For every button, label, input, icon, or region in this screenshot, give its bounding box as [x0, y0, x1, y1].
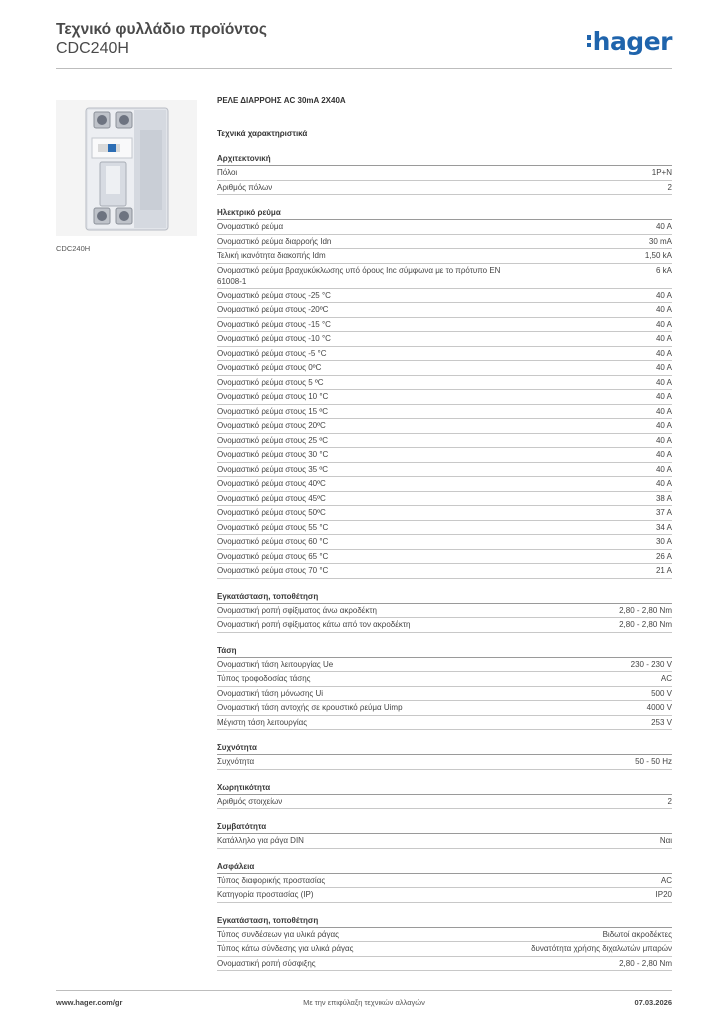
spec-value: 40 A: [655, 290, 672, 300]
spec-value: 2: [667, 796, 672, 806]
spec-value: 4000 V: [646, 703, 672, 712]
spec-row: [217, 604, 672, 619]
spec-group: [217, 915, 672, 972]
spec-row: [217, 249, 672, 264]
spec-label: Τύπος κάτω σύνδεσης για υλικά ράγας: [217, 944, 354, 953]
footer-url-link[interactable]: www.hager.com/gr: [56, 998, 123, 1007]
spec-group: [217, 591, 672, 633]
spec-label: Ονομαστική τάση αντοχής σε κρουστικό ρεύμα Uimp: [217, 703, 403, 712]
spec-label: Τύπος συνδέσεων για υλικά ράγας: [217, 929, 339, 939]
spec-value: 253 V: [651, 717, 672, 727]
spec-value: 40 A: [655, 363, 672, 372]
spec-row: [217, 658, 672, 673]
spec-value: 37 A: [655, 508, 672, 517]
header-divider: [56, 68, 672, 69]
spec-row: [217, 235, 672, 250]
spec-group-title: Τάση: [217, 645, 672, 658]
spec-row: [217, 755, 672, 770]
spec-group: [217, 207, 672, 579]
spec-label: Τελική ικανότητα διακοπής Idm: [217, 251, 326, 260]
spec-value: Βιδωτοί ακροδέκτες: [602, 929, 672, 939]
footer-note: Με την επιφύλαξη τεχνικών αλλαγών: [303, 998, 425, 1007]
spec-row: [217, 477, 672, 492]
spec-row: [217, 672, 672, 687]
spec-row: [217, 834, 672, 849]
spec-group: [217, 821, 672, 849]
logo-text: hager: [592, 27, 672, 56]
spec-row: [217, 220, 672, 235]
spec-value: AC: [660, 875, 672, 885]
spec-row: [217, 166, 672, 181]
spec-group: [217, 153, 672, 195]
spec-label: Ονομαστικό ρεύμα στους 10 °C: [217, 392, 329, 401]
spec-row: [217, 303, 672, 318]
spec-row: [217, 888, 672, 903]
spec-value: 40 A: [655, 464, 672, 474]
spec-row: [217, 521, 672, 536]
spec-value: 34 A: [655, 522, 672, 532]
spec-value: δυνατότητα χρήσης διχαλωτών μπαρών: [531, 944, 672, 953]
spec-label: Ονομαστικό ρεύμα στους 20ºC: [217, 421, 326, 430]
spec-row: [217, 419, 672, 434]
product-image-caption: CDC240H: [56, 244, 91, 253]
spec-value: 2: [667, 182, 672, 192]
spec-row: [217, 535, 672, 550]
logo-dots-icon: [587, 32, 592, 50]
spec-value: 26 A: [655, 551, 672, 561]
spec-group-title: Συμβατότητα: [217, 821, 672, 834]
spec-group: [217, 742, 672, 770]
spec-label: Κατηγορία προστασίας (IP): [217, 890, 314, 899]
spec-label: Ονομαστικό ρεύμα στους -20ºC: [217, 305, 329, 314]
spec-value: 21 A: [655, 566, 672, 575]
spec-label: Ονομαστικό ρεύμα στους 40ºC: [217, 479, 326, 488]
rcd-device-icon: [56, 100, 197, 236]
spec-label: Ονομαστικό ρεύμα στους -15 °C: [217, 319, 331, 329]
spec-group: [217, 782, 672, 810]
spec-row: [217, 928, 672, 943]
spec-row: [217, 564, 672, 579]
spec-label: Ονομαστικό ρεύμα στους 0ºC: [217, 363, 322, 372]
spec-value: 40 A: [655, 222, 672, 231]
page-title: Τεχνικό φυλλάδιο προϊόντος: [56, 21, 267, 38]
spec-group-title: Ασφάλεια: [217, 861, 672, 874]
spec-row: [217, 361, 672, 376]
spec-label: Ονομαστικό ρεύμα στους -10 °C: [217, 334, 331, 343]
spec-group-title: Αρχιτεκτονική: [217, 153, 672, 166]
spec-value: 40 A: [655, 406, 672, 416]
product-image: [56, 100, 197, 236]
spec-value: 2,80 - 2,80 Nm: [619, 958, 672, 968]
spec-row: [217, 376, 672, 391]
spec-value: 2,80 - 2,80 Nm: [619, 605, 672, 615]
spec-row: [217, 492, 672, 507]
spec-row: [217, 181, 672, 196]
spec-label: Ονομαστικό ρεύμα στους 25 ºC: [217, 435, 329, 445]
spec-label: Ονομαστικό ρεύμα στους 70 °C: [217, 566, 329, 575]
spec-value: 40 A: [655, 348, 672, 358]
spec-row: [217, 795, 672, 810]
spec-row: [217, 506, 672, 521]
spec-group: [217, 645, 672, 731]
section-title: Τεχνικά χαρακτηριστικά: [217, 129, 308, 138]
spec-row: [217, 716, 672, 731]
spec-value: 30 mA: [648, 236, 672, 246]
spec-row: [217, 448, 672, 463]
spec-value: 40 A: [655, 421, 672, 430]
spec-group-title: Συχνότητα: [217, 742, 672, 755]
spec-row: [217, 264, 672, 289]
brand-logo[interactable]: [587, 27, 672, 56]
spec-groups: [217, 153, 672, 971]
spec-row: [217, 463, 672, 478]
footer-date: 07.03.2026: [634, 998, 672, 1007]
spec-value: 38 A: [655, 493, 672, 503]
spec-label: Ονομαστικό ρεύμα στους 5 ºC: [217, 377, 324, 387]
spec-group-title: Χωρητικότητα: [217, 782, 672, 795]
spec-label: Ονομαστικό ρεύμα στους 60 °C: [217, 537, 329, 546]
spec-row: [217, 434, 672, 449]
spec-row: [217, 618, 672, 633]
spec-value: 40 A: [655, 392, 672, 401]
spec-label: Ονομαστικό ρεύμα στους 30 °C: [217, 450, 329, 459]
spec-row: [217, 550, 672, 565]
spec-label: Ονομαστικό ρεύμα στους 35 ºC: [217, 464, 329, 474]
spec-value: 1,50 kA: [644, 251, 672, 260]
spec-value: 40 A: [655, 435, 672, 445]
spec-label: Ονομαστικό ρεύμα στους 45ºC: [217, 493, 326, 503]
spec-value: AC: [660, 674, 672, 683]
page-header: [56, 20, 672, 70]
spec-label: Ονομαστικό ρεύμα στους 50ºC: [217, 508, 326, 517]
spec-label: Κατάλληλο για ράγα DIN: [217, 836, 304, 845]
spec-label: Ονομαστικό ρεύμα στους 15 ºC: [217, 406, 329, 416]
spec-label: Τύπος τροφοδοσίας τάσης: [217, 674, 311, 683]
spec-label: Ονομαστική τάση μόνωσης Ui: [217, 688, 324, 698]
spec-label: Αριθμός πόλων: [217, 182, 273, 192]
spec-label: Ονομαστική ροπή σφίξιματος άνω ακροδέκτη: [217, 605, 377, 615]
spec-value: 500 V: [651, 688, 672, 698]
spec-label: Ονομαστικό ρεύμα στους -5 °C: [217, 348, 327, 358]
spec-value: 6 kA: [655, 265, 672, 275]
spec-value: 40 A: [655, 334, 672, 343]
spec-row: [217, 701, 672, 716]
footer-divider: [56, 990, 672, 991]
spec-label: Πόλοι: [217, 168, 238, 177]
spec-value: 40 A: [655, 305, 672, 314]
spec-value: 40 A: [655, 450, 672, 459]
spec-value: 40 A: [655, 319, 672, 329]
spec-row: [217, 332, 672, 347]
spec-row: [217, 874, 672, 889]
spec-value: 2,80 - 2,80 Nm: [619, 620, 672, 629]
spec-label: Συχνότητα: [217, 757, 255, 766]
spec-label: Ονομαστική ροπή σφίξιματος κάτω από τον ακροδέκτη: [217, 620, 411, 629]
spec-group-title: Ηλεκτρικό ρεύμα: [217, 207, 672, 220]
spec-label: Ονομαστική τάση λειτουργίας Ue: [217, 659, 334, 669]
spec-value: 40 A: [655, 377, 672, 387]
spec-value: IP20: [655, 890, 672, 899]
spec-row: [217, 347, 672, 362]
spec-label: Ονομαστικό ρεύμα στους 55 °C: [217, 522, 329, 532]
spec-value: 50 - 50 Hz: [635, 757, 672, 766]
spec-value: Ναι: [659, 836, 672, 845]
spec-value: 30 A: [655, 537, 672, 546]
spec-row: [217, 942, 672, 957]
spec-label: Ονομαστική ροπή σύσφιξης: [217, 958, 316, 968]
spec-content: [217, 96, 672, 971]
spec-group-title: Εγκατάσταση, τοποθέτηση: [217, 591, 672, 604]
spec-group: [217, 861, 672, 903]
spec-label: Ονομαστικό ρεύμα βραχυκύκλωσης υπό όρους Inc σύμφωνα με το πρότυπο EN 61008-1: [217, 265, 501, 286]
spec-row: [217, 289, 672, 304]
spec-label: Ονομαστικό ρεύμα διαρροής Idn: [217, 236, 332, 246]
product-name: ΡΕΛΕ ΔΙΑΡΡΟΗΣ AC 30mA 2X40A: [217, 96, 346, 105]
spec-label: Μέγιστη τάση λειτουργίας: [217, 717, 308, 727]
spec-label: Ονομαστικό ρεύμα: [217, 222, 284, 231]
spec-label: Τύπος διαφορικής προστασίας: [217, 875, 326, 885]
spec-row: [217, 957, 672, 972]
spec-row: [217, 318, 672, 333]
spec-label: Ονομαστικό ρεύμα στους -25 °C: [217, 290, 331, 300]
spec-label: Αριθμός στοιχείων: [217, 796, 283, 806]
spec-value: 40 A: [655, 479, 672, 488]
spec-value: 1P+N: [651, 168, 672, 177]
spec-group-title: Εγκατάσταση, τοποθέτηση: [217, 915, 672, 928]
spec-row: [217, 687, 672, 702]
product-code: CDC240H: [56, 40, 129, 57]
spec-row: [217, 405, 672, 420]
spec-label: Ονομαστικό ρεύμα στους 65 °C: [217, 551, 329, 561]
spec-value: 230 - 230 V: [630, 659, 672, 669]
spec-row: [217, 390, 672, 405]
